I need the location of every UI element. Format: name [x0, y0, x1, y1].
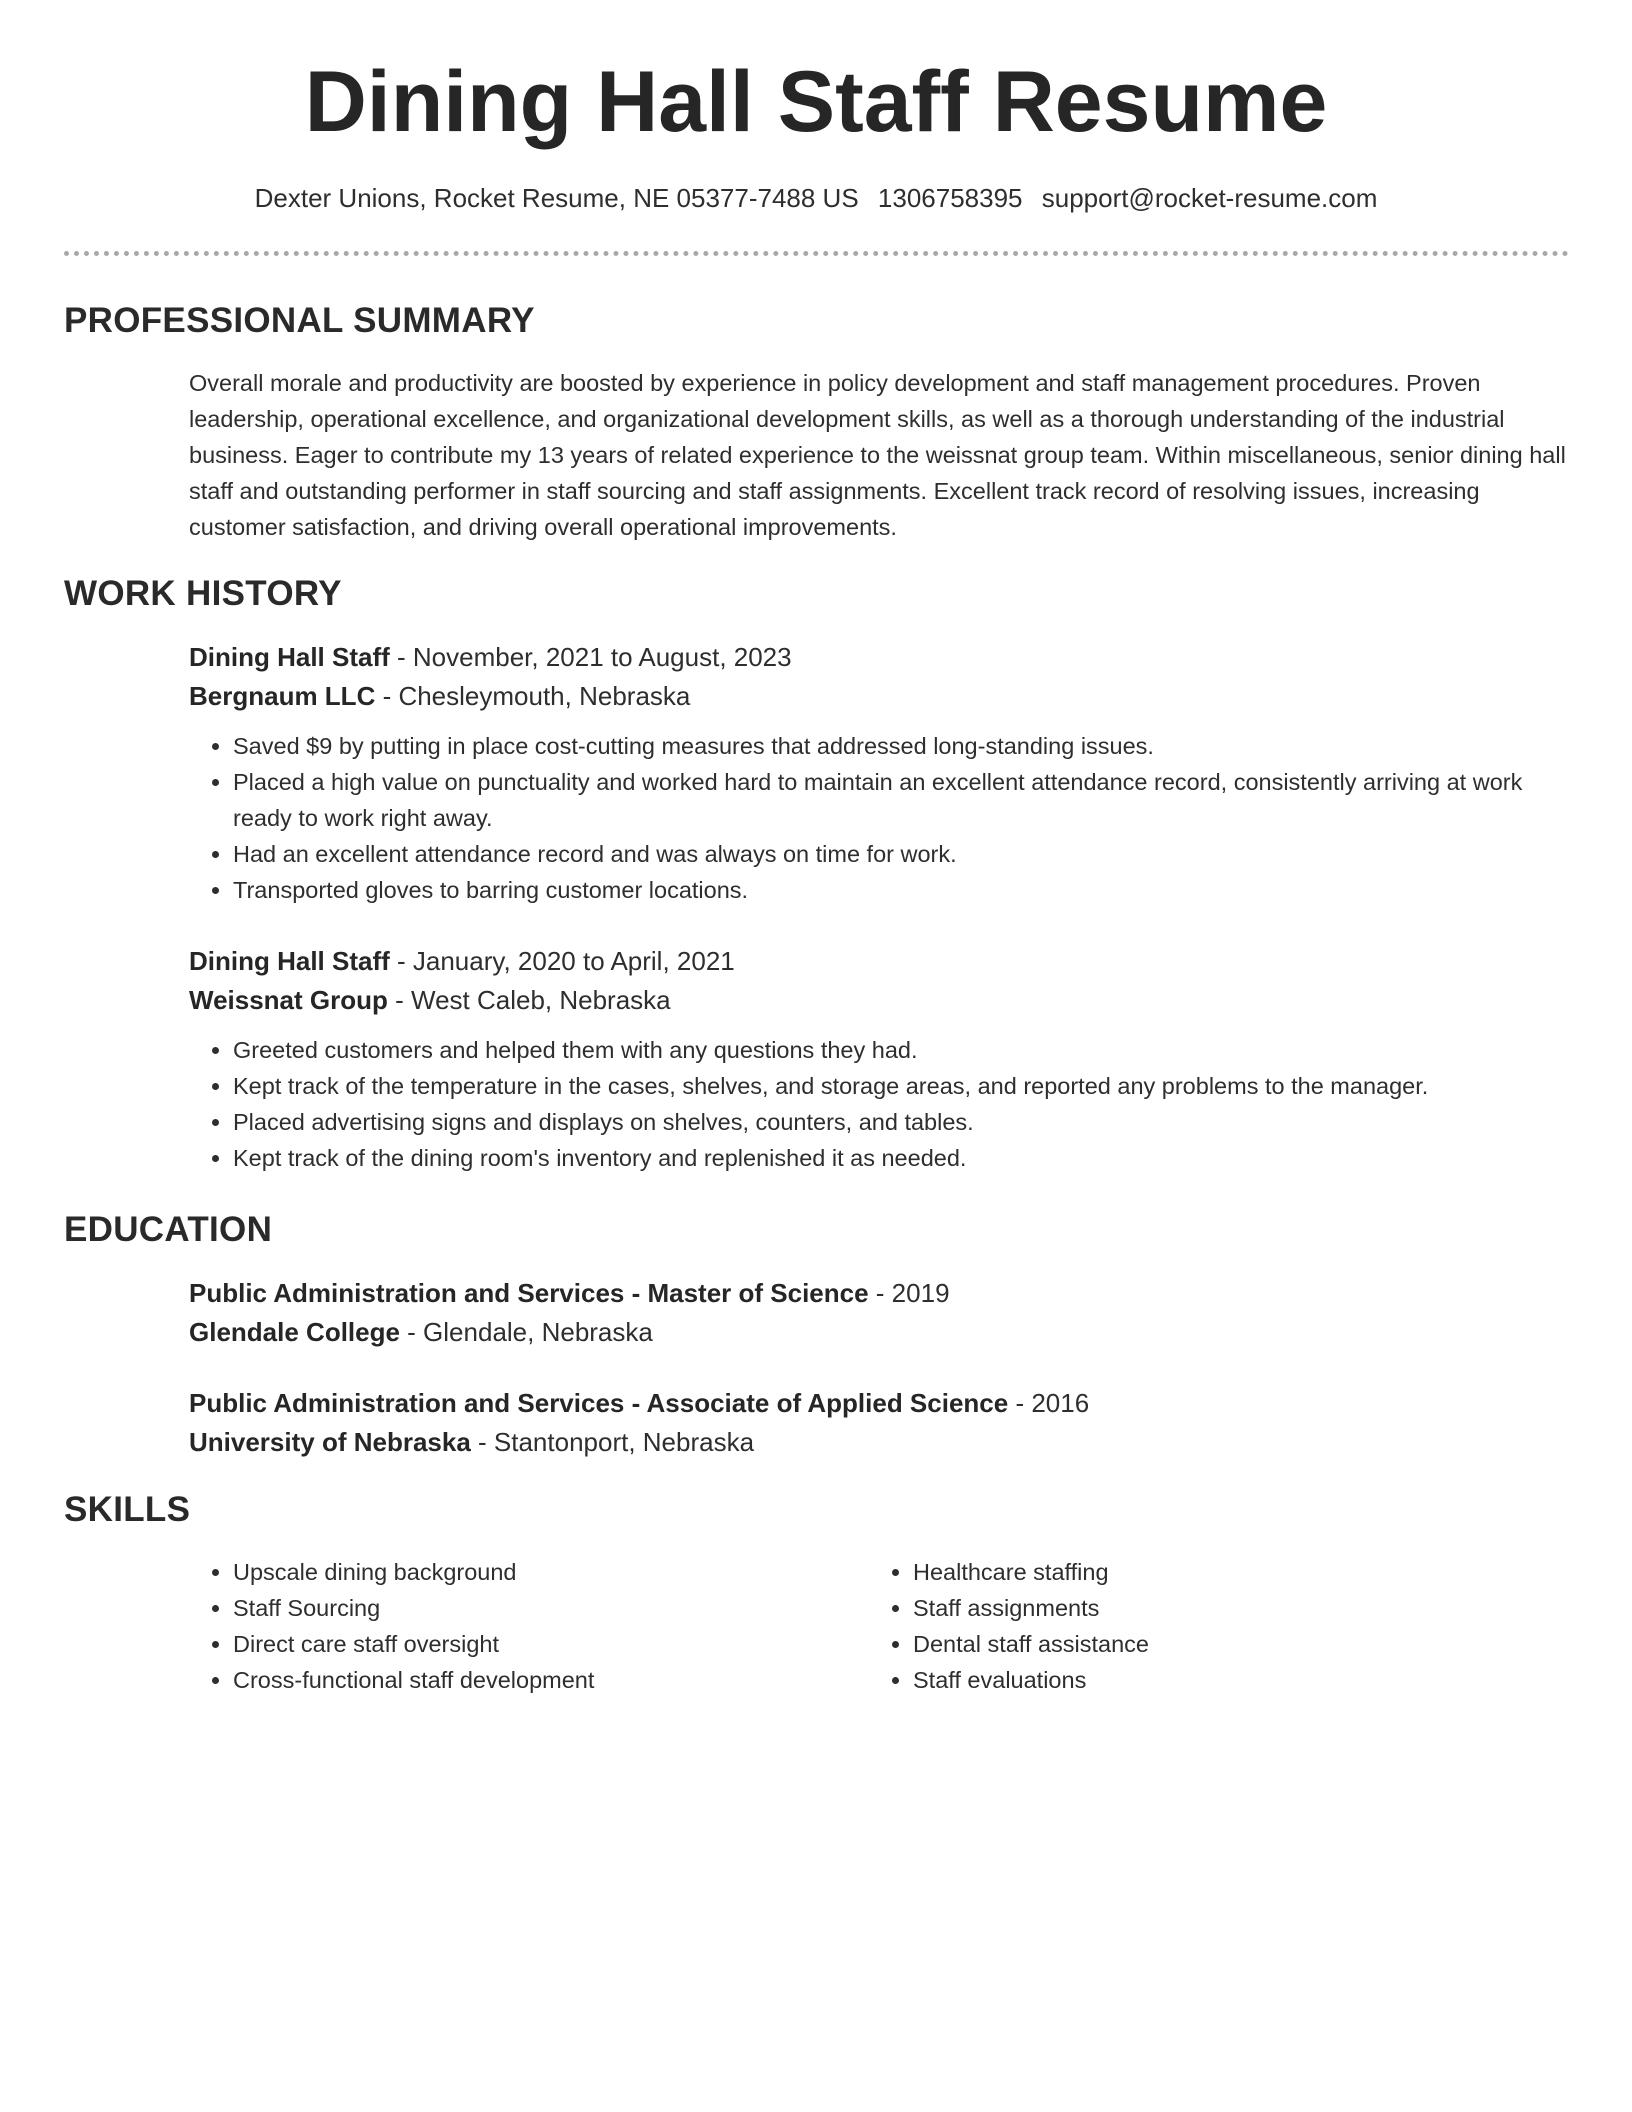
school-name: University of Nebraska — [189, 1427, 471, 1457]
job-bullets — [189, 728, 1569, 908]
list-item: • Saved $9 by putting in place cost-cutting measures that addressed long-standing issues. — [233, 728, 1569, 764]
work-history-heading: WORK HISTORY — [64, 574, 342, 613]
degree-name: Public Administration and Services - Master of Science — [189, 1278, 869, 1308]
contact-phone: 1306758395 — [877, 183, 1023, 213]
job-title-line — [189, 942, 1569, 981]
skill-item: • Cross-functional staff development — [233, 1662, 829, 1698]
contact-email: support@rocket-resume.com — [1041, 183, 1378, 213]
job-location: - West Caleb, Nebraska — [387, 985, 671, 1015]
job-dates: - January, 2020 to April, 2021 — [389, 946, 735, 976]
degree-year: - 2019 — [868, 1278, 950, 1308]
job-location: - Chesleymouth, Nebraska — [375, 681, 691, 711]
education-entry — [189, 1384, 1569, 1462]
skills-column-right — [869, 1554, 1509, 1698]
skill-item: • Healthcare staffing — [913, 1554, 1509, 1590]
contact-line — [0, 180, 1632, 216]
skill-item: • Direct care staff oversight — [233, 1626, 829, 1662]
skills-heading: SKILLS — [64, 1490, 191, 1529]
job-company-line — [189, 677, 1569, 716]
education-heading: EDUCATION — [64, 1210, 273, 1249]
skill-item: • Staff Sourcing — [233, 1590, 829, 1626]
degree-line — [189, 1384, 1569, 1423]
job-title-line — [189, 638, 1569, 677]
job-entry — [189, 942, 1569, 1176]
summary-section — [189, 365, 1569, 545]
skill-item: • Upscale dining background — [233, 1554, 829, 1590]
job-bullets — [189, 1032, 1569, 1176]
list-item: • Placed a high value on punctuality and worked hard to maintain an excellent attendance record, consistently arriving at work ready to work right away. — [233, 764, 1569, 836]
degree-year: - 2016 — [1008, 1388, 1090, 1418]
job-company-line — [189, 981, 1569, 1020]
school-location: - Stantonport, Nebraska — [470, 1427, 755, 1457]
job-title: Dining Hall Staff — [189, 946, 390, 976]
skill-item: • Dental staff assistance — [913, 1626, 1509, 1662]
list-item: • Kept track of the dining room's inventory and replenished it as needed. — [233, 1140, 1569, 1176]
skill-item: • Staff evaluations — [913, 1662, 1509, 1698]
summary-heading: PROFESSIONAL SUMMARY — [64, 301, 535, 340]
list-item: • Placed advertising signs and displays on shelves, counters, and tables. — [233, 1104, 1569, 1140]
school-name: Glendale College — [189, 1317, 400, 1347]
job-company: Weissnat Group — [189, 985, 388, 1015]
job-dates: - November, 2021 to August, 2023 — [389, 642, 792, 672]
list-item: • Kept track of the temperature in the cases, shelves, and storage areas, and reported any problems to the manager. — [233, 1068, 1569, 1104]
school-location: - Glendale, Nebraska — [399, 1317, 653, 1347]
header-divider — [64, 251, 1569, 256]
degree-line — [189, 1274, 1569, 1313]
page-title: Dining Hall Staff Resume — [304, 54, 1328, 150]
list-item: • Greeted customers and helped them with any questions they had. — [233, 1032, 1569, 1068]
contact-address: Dexter Unions, Rocket Resume, NE 05377-7488 US — [254, 183, 859, 213]
summary-text: Overall morale and productivity are boosted by experience in policy development and staff management procedures. Proven leadership, operational excellence, and organizational development skills, as well as a thorough understanding of the industrial business. Eager to contribute my 13 years of related experience to the weissnat group team. Within miscellaneous, senior dining hall staff and outstanding performer in staff sourcing and staff assignments. Excellent track record of resolving issues, increasing customer satisfaction, and driving overall operational improvements. — [189, 370, 1566, 540]
list-item: • Had an excellent attendance record and was always on time for work. — [233, 836, 1569, 872]
job-company: Bergnaum LLC — [189, 681, 376, 711]
education-entry — [189, 1274, 1569, 1352]
skill-item: • Staff assignments — [913, 1590, 1509, 1626]
job-entry — [189, 638, 1569, 908]
job-title: Dining Hall Staff — [189, 642, 390, 672]
skills-column-left — [189, 1554, 829, 1698]
list-item: • Transported gloves to barring customer locations. — [233, 872, 1569, 908]
school-line — [189, 1423, 1569, 1462]
degree-name: Public Administration and Services - Associate of Applied Science — [189, 1388, 1009, 1418]
school-line — [189, 1313, 1569, 1352]
